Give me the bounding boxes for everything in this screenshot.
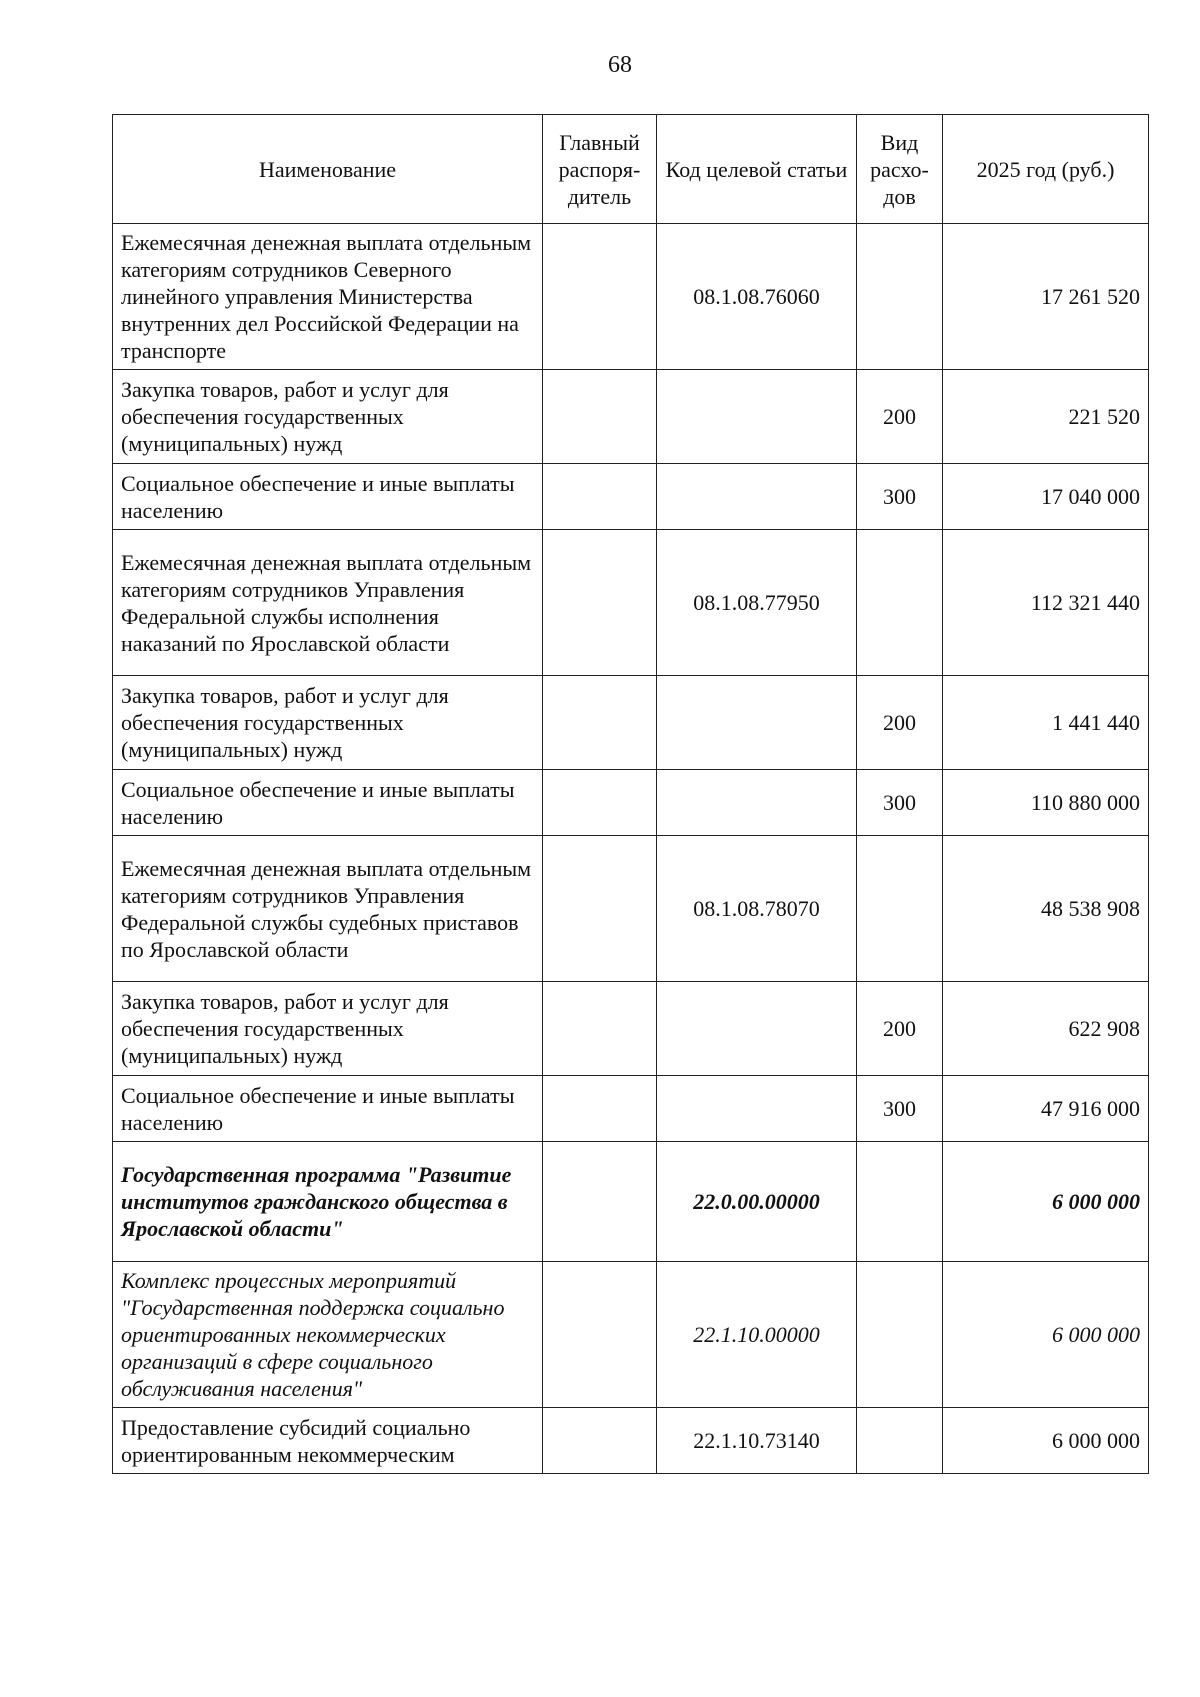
table-row: [113, 982, 1149, 1076]
table-row: [113, 1262, 1149, 1408]
budget-table: [112, 114, 1149, 1474]
row-kind-cell: 300: [857, 1076, 943, 1142]
table-row: [113, 1408, 1149, 1474]
row-code-cell: [657, 1076, 857, 1142]
row-name-cell: Ежемесячная денежная выплата отдельным категориям сотрудников Северного линейного управления Министерства внутренних дел Российской Федерации на транспорте: [113, 224, 543, 370]
row-manager-cell: [543, 464, 657, 530]
row-code-cell: [657, 464, 857, 530]
row-kind-cell: 200: [857, 982, 943, 1076]
row-name-cell: Ежемесячная денежная выплата отдельным категориям сотрудников Управления Федеральной службы судебных приставов по Ярославской области: [113, 836, 543, 982]
row-amount-cell: 17 040 000: [943, 464, 1149, 530]
row-amount-cell: 622 908: [943, 982, 1149, 1076]
row-manager-cell: [543, 1076, 657, 1142]
row-manager-cell: [543, 676, 657, 770]
row-amount-cell: 221 520: [943, 370, 1149, 464]
row-code-cell: [657, 370, 857, 464]
row-name-cell: Закупка товаров, работ и услуг для обеспечения государственных (муниципальных) нужд: [113, 676, 543, 770]
row-kind-cell: 300: [857, 464, 943, 530]
row-name-cell: Ежемесячная денежная выплата отдельным категориям сотрудников Управления Федеральной службы исполнения наказаний по Ярославской области: [113, 530, 543, 676]
row-code-cell: [657, 676, 857, 770]
table-header-row: [113, 115, 1149, 224]
row-name-cell: Закупка товаров, работ и услуг для обеспечения государственных (муниципальных) нужд: [113, 370, 543, 464]
row-code-cell: 22.1.10.00000: [657, 1262, 857, 1408]
row-manager-cell: [543, 1142, 657, 1262]
row-amount-cell: 6 000 000: [943, 1142, 1149, 1262]
header-name: Наименование: [113, 115, 543, 224]
row-amount-cell: 47 916 000: [943, 1076, 1149, 1142]
row-name-cell: Социальное обеспечение и иные выплаты населению: [113, 770, 543, 836]
row-manager-cell: [543, 770, 657, 836]
table-row: [113, 836, 1149, 982]
row-amount-cell: 6 000 000: [943, 1408, 1149, 1474]
row-amount-cell: 1 441 440: [943, 676, 1149, 770]
row-amount-cell: 6 000 000: [943, 1262, 1149, 1408]
row-kind-cell: 200: [857, 676, 943, 770]
row-amount-cell: 110 880 000: [943, 770, 1149, 836]
row-manager-cell: [543, 836, 657, 982]
row-name-cell: Социальное обеспечение и иные выплаты населению: [113, 464, 543, 530]
table-row: [113, 1076, 1149, 1142]
row-manager-cell: [543, 1408, 657, 1474]
row-manager-cell: [543, 224, 657, 370]
table-row: [113, 530, 1149, 676]
table-row: [113, 676, 1149, 770]
row-code-cell: [657, 770, 857, 836]
row-kind-cell: 300: [857, 770, 943, 836]
table-row: [113, 224, 1149, 370]
header-amount: 2025 год (руб.): [943, 115, 1149, 224]
row-code-cell: 08.1.08.76060: [657, 224, 857, 370]
row-manager-cell: [543, 982, 657, 1076]
row-name-cell: Предоставление субсидий социально ориентированным некоммерческим: [113, 1408, 543, 1474]
table-row: [113, 370, 1149, 464]
row-code-cell: 22.1.10.73140: [657, 1408, 857, 1474]
row-kind-cell: 200: [857, 370, 943, 464]
row-kind-cell: [857, 836, 943, 982]
page-number: 68: [608, 52, 632, 78]
row-amount-cell: 112 321 440: [943, 530, 1149, 676]
row-name-cell: Социальное обеспечение и иные выплаты населению: [113, 1076, 543, 1142]
row-name-cell: Закупка товаров, работ и услуг для обеспечения государственных (муниципальных) нужд: [113, 982, 543, 1076]
header-kind: Вид расхо-дов: [857, 115, 943, 224]
row-name-cell: Государственная программа "Развитие институтов гражданского общества в Ярославской области": [113, 1142, 543, 1262]
row-amount-cell: 48 538 908: [943, 836, 1149, 982]
row-kind-cell: [857, 1142, 943, 1262]
row-kind-cell: [857, 530, 943, 676]
row-kind-cell: [857, 1408, 943, 1474]
row-code-cell: 22.0.00.00000: [657, 1142, 857, 1262]
row-code-cell: [657, 982, 857, 1076]
header-manager: Главный распоря-дитель: [543, 115, 657, 224]
row-amount-cell: 17 261 520: [943, 224, 1149, 370]
table-row: [113, 770, 1149, 836]
row-manager-cell: [543, 1262, 657, 1408]
row-name-cell: Комплекс процессных мероприятий "Государственная поддержка социально ориентированных некоммерческих организаций в сфере социального обслуживания населения": [113, 1262, 543, 1408]
row-code-cell: 08.1.08.77950: [657, 530, 857, 676]
table-row: [113, 464, 1149, 530]
row-manager-cell: [543, 530, 657, 676]
row-manager-cell: [543, 370, 657, 464]
table-row: [113, 1142, 1149, 1262]
row-code-cell: 08.1.08.78070: [657, 836, 857, 982]
row-kind-cell: [857, 224, 943, 370]
header-code: Код целевой статьи: [657, 115, 857, 224]
row-kind-cell: [857, 1262, 943, 1408]
